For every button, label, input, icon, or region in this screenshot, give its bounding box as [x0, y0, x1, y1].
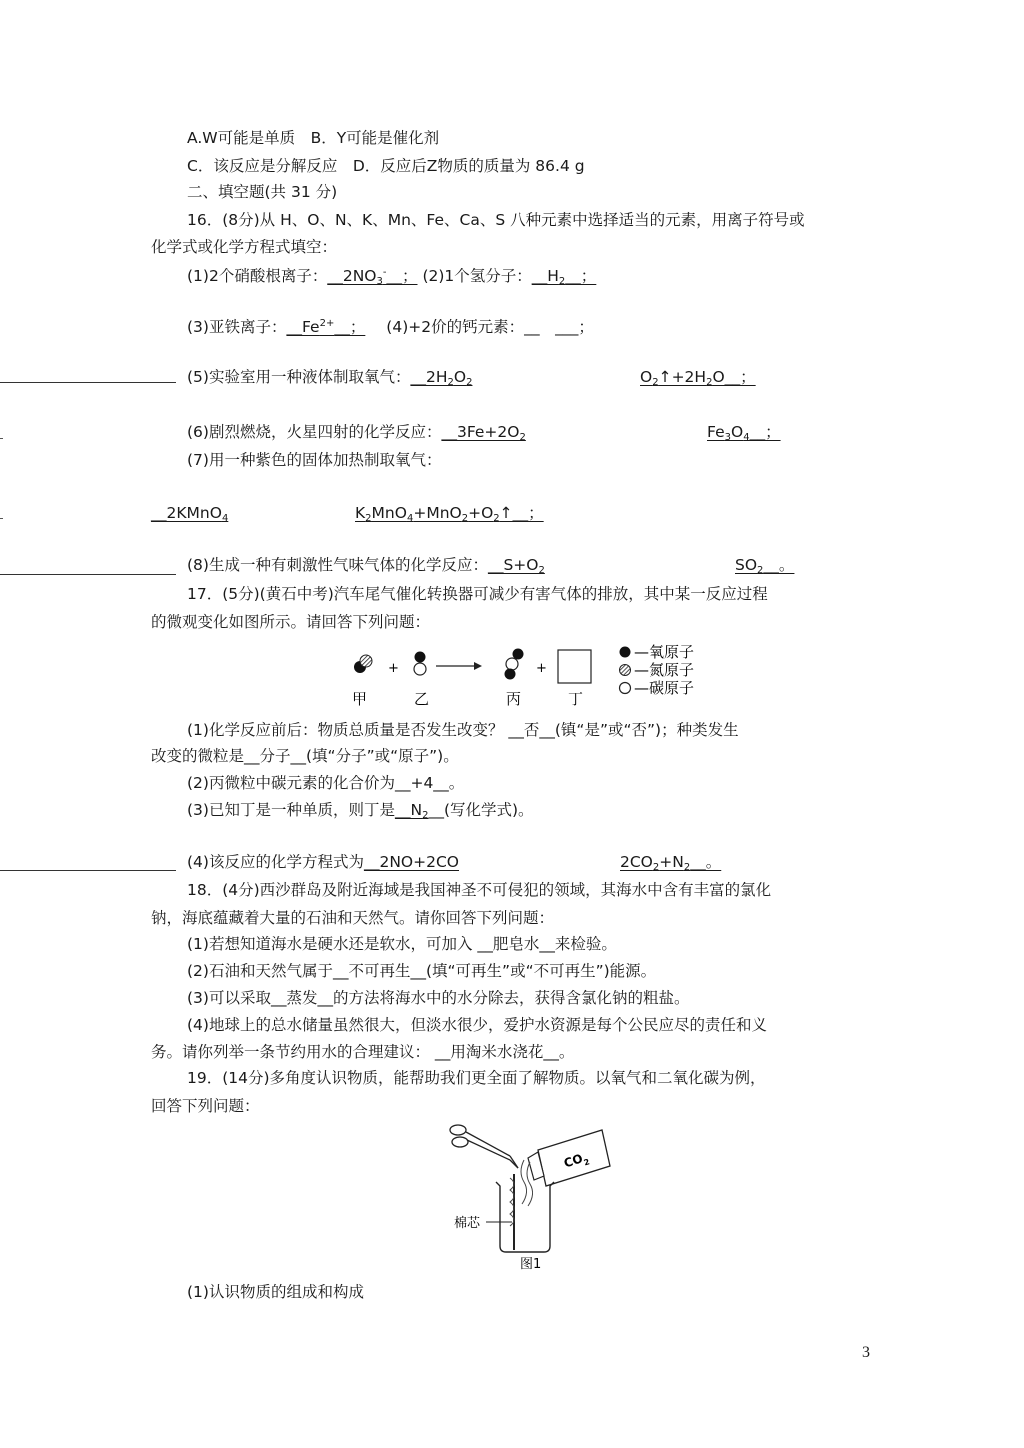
- legend-carbon: —碳原子: [634, 679, 695, 697]
- question-18-stem: 18．(4分)西沙群岛及附近海域是我国神圣不可侵犯的领域，其海水中含有丰富的氯化: [187, 881, 772, 899]
- q17-item-3: (3)已知丁是一种单质，则丁是$\_\_N_2\_\_$(写化学式)。: [187, 801, 534, 821]
- question-16-stem-cont: 化学式或化学方程式填空：: [151, 238, 338, 256]
- figure-1-apparatus: [440, 1118, 620, 1270]
- q19-item-1: (1)认识物质的组成和构成: [187, 1283, 364, 1301]
- plus-sign: +: [536, 661, 547, 676]
- co2-subscript: 2: [582, 1157, 591, 1168]
- beaker: [496, 1182, 554, 1252]
- q16-item-5-product: $O_2↑+2H_2O\_\_$；: [640, 368, 756, 388]
- legend-nitrogen: —氮原子: [634, 661, 695, 679]
- q18-item-1: (1)若想知道海水是硬水还是软水，可加入 __肥皂水__来检验。: [187, 935, 617, 953]
- label-bing: 丙: [506, 690, 522, 708]
- option-c-d: C．该反应是分解反应 D．反应后Z物质的质量为 86.4 g: [187, 157, 585, 175]
- q16-item-5: (5)实验室用一种液体制取氧气：$\_\_2H_2O_2$: [187, 368, 473, 388]
- margin-tick: [0, 518, 3, 519]
- margin-rule: [0, 382, 176, 383]
- q18-item-4-cont: 务。请你列举一条节约用水的合理建议： __用淘米水浇花__。: [151, 1043, 575, 1061]
- margin-rule: [0, 574, 176, 575]
- question-19-stem: 19．(14分)多角度认识物质，能帮助我们更全面了解物质。以氧气和二氧化碳为例，: [187, 1069, 766, 1087]
- reaction-diagram: [340, 640, 720, 712]
- arrow-head: [474, 662, 482, 670]
- q16-item-6: (6)剧烈燃烧，火星四射的化学反应：$\_\_3Fe+2O_2$: [187, 423, 526, 443]
- q16-item-1-2: (1)2个硝酸根离子：$\_\_2NO_3^-\_\_$； (2)1个氢分子：$\_\_H_2\_\_$；: [187, 267, 597, 287]
- wick-label: 棉芯: [454, 1216, 481, 1231]
- co2-bottle: [528, 1130, 610, 1186]
- legend-oxygen: —氧原子: [634, 643, 695, 661]
- label-jia: 甲: [352, 690, 368, 708]
- margin-rule: [0, 870, 176, 871]
- unknown-box-ding: [558, 650, 591, 683]
- question-19-stem-cont: 回答下列问题：: [151, 1097, 260, 1115]
- molecule-bing: [505, 649, 524, 680]
- q16-item-8: (8)生成一种有刺激性气味气体的化学反应：$\_\_S+O_2$: [187, 556, 545, 576]
- label-yi: 乙: [414, 690, 430, 708]
- q16-item-3-4: (3)亚铁离子：$\_\_Fe^{2+}\_\_$； (4)+2价的钙元素：__ ___；: [187, 318, 594, 336]
- molecule-jia: [354, 655, 372, 673]
- question-17-stem: 17．(5分)(黄石中考)汽车尾气催化转换器可减少有害气体的排放，其中某一反应过程: [187, 585, 768, 603]
- question-17-stem-cont: 的微观变化如图所示。请回答下列问题：: [151, 613, 431, 631]
- question-18-stem-cont: 钠，海底蕴藏着大量的石油和天然气。请你回答下列问题：: [151, 909, 555, 927]
- co2-label: CO: [562, 1151, 585, 1171]
- q16-item-7-reactant: __2KMnO$_4$: [151, 504, 229, 524]
- margin-tick: [0, 438, 3, 439]
- plus-sign: +: [388, 661, 399, 676]
- legend-nitrogen-swatch: [620, 665, 631, 676]
- question-16-stem: 16．(8分)从 H、O、N、K、Mn、Fe、Ca、S 八种元素中选择适当的元素，用离子符号或: [187, 211, 805, 229]
- molecule-yi: [414, 652, 426, 676]
- option-a-b: A.W可能是单质 B．Y可能是催化剂: [187, 129, 440, 147]
- section-heading: 二、填空题(共 31 分): [187, 183, 338, 201]
- legend-oxygen-swatch: [620, 647, 631, 658]
- q16-item-7-product: $K_2MnO_4+MnO_2+O_2↑\_\_$；: [355, 504, 544, 524]
- label-ding: 丁: [568, 690, 584, 708]
- page-number: 3: [862, 1344, 870, 1361]
- q18-item-3: (3)可以采取__蒸发__的方法将海水中的水分除去，获得含氯化钠的粗盐。: [187, 989, 690, 1007]
- q16-item-6-product: $Fe_3O_4\_\_$；: [707, 423, 781, 443]
- crucible-tongs: [450, 1125, 518, 1168]
- q17-item-2: (2)丙微粒中碳元素的化合价为__+4__。: [187, 774, 465, 792]
- q18-item-2: (2)石油和天然气属于__不可再生__(填“可再生”或“不可再生”)能源。: [187, 962, 657, 980]
- legend-carbon-swatch: [620, 683, 631, 694]
- q17-item-4: (4)该反应的化学方程式为__2NO+2CO: [187, 853, 459, 871]
- q17-item-4-product: $2CO_2+N_2\_\_$。: [620, 853, 722, 873]
- q16-item-7: (7)用一种紫色的固体加热制取氧气：: [187, 451, 442, 469]
- q17-item-1-cont: 改变的微粒是__分子__(填“分子”或“原子”)。: [151, 747, 459, 765]
- q18-item-4: (4)地球上的总水储量虽然很大，但淡水很少，爱护水资源是每个公民应尽的责任和义: [187, 1016, 767, 1034]
- q16-item-8-product: $SO_2\_\_$。: [735, 556, 795, 576]
- figure-caption: 图1: [520, 1257, 542, 1270]
- q17-item-1: (1)化学反应前后：物质总质量是否发生改变？ __否__(镇“是”或“否”)；种类发生: [187, 721, 739, 739]
